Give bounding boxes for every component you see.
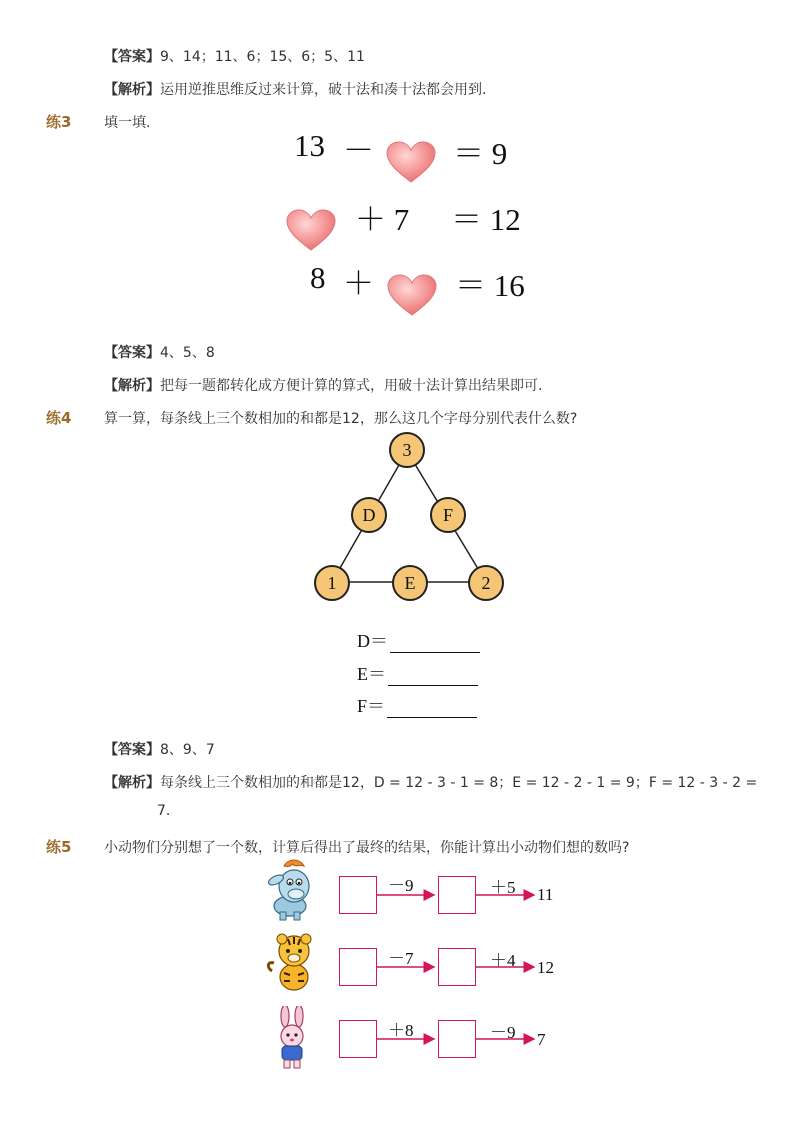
exercise-4-prompt: 算一算，每条线上三个数相加的和都是12，那么这几个字母分别代表什么数? bbox=[104, 411, 578, 427]
answer-tag: 【答案】 bbox=[104, 345, 160, 361]
node-f: F bbox=[430, 497, 466, 533]
answer-box[interactable] bbox=[339, 948, 377, 986]
node-bottom-right: 2 bbox=[468, 565, 504, 601]
row2-result: 12 bbox=[537, 958, 554, 977]
row1-op1: －9 bbox=[388, 876, 414, 895]
heart-icon bbox=[386, 273, 438, 317]
blank-d-field[interactable] bbox=[390, 634, 480, 653]
exercise-4-analysis-cont: 7. bbox=[157, 803, 171, 819]
eq3-right: ＝ 16 bbox=[455, 268, 525, 303]
blank-f-label: F＝ bbox=[357, 696, 386, 716]
answer-line bbox=[104, 46, 365, 66]
answer-box[interactable] bbox=[339, 1020, 377, 1058]
analysis-text: 每条线上三个数相加的和都是12，D = 12 - 3 - 1 = 8；E = 12 - 2 - 1 = 9；F = 12 - 3 - 2 = bbox=[160, 775, 758, 791]
heart-icon bbox=[385, 140, 437, 184]
exercise-5-prompt: 小动物们分别想了一个数，计算后得出了最终的结果，你能计算出小动物们想的数吗? bbox=[104, 840, 630, 856]
blank-d bbox=[357, 627, 480, 653]
node-top: 3 bbox=[389, 432, 425, 468]
analysis-tag: 【解析】 bbox=[104, 775, 160, 791]
row3-op1: ＋8 bbox=[388, 1021, 414, 1040]
row3-op2: －9 bbox=[490, 1023, 516, 1042]
exercise-3-label: 练3 bbox=[46, 113, 72, 131]
answer-box[interactable] bbox=[438, 948, 476, 986]
blank-e-field[interactable] bbox=[388, 667, 478, 686]
eq3-op: ＋ bbox=[343, 266, 374, 301]
analysis-text: 把每一题都转化成方便计算的算式，用破十法计算出结果即可. bbox=[160, 378, 543, 394]
answer-tag: 【答案】 bbox=[104, 742, 160, 758]
blank-f bbox=[357, 692, 477, 718]
exercise-3-prompt: 填一填. bbox=[104, 115, 151, 131]
node-d: D bbox=[351, 497, 387, 533]
exercise-4-label: 练4 bbox=[46, 409, 72, 427]
eq1-left: 13 bbox=[294, 128, 325, 163]
exercise-3-analysis bbox=[104, 375, 542, 395]
eq1-right: ＝ 9 bbox=[453, 136, 508, 171]
eq1-op: － bbox=[343, 133, 374, 168]
row2-op2: ＋4 bbox=[490, 951, 516, 970]
answer-text: 4、5、8 bbox=[160, 345, 215, 361]
node-e: E bbox=[392, 565, 428, 601]
node-bottom-left: 1 bbox=[314, 565, 350, 601]
blank-e-label: E＝ bbox=[357, 664, 386, 684]
analysis-line bbox=[104, 79, 486, 99]
analysis-text: 运用逆推思维反过来计算，破十法和凑十法都会用到. bbox=[160, 82, 487, 98]
answer-box[interactable] bbox=[438, 876, 476, 914]
answer-box[interactable] bbox=[438, 1020, 476, 1058]
blank-d-label: D＝ bbox=[357, 631, 388, 651]
row1-op2: ＋5 bbox=[490, 878, 516, 897]
exercise-4-analysis bbox=[104, 772, 757, 792]
eq2-right: ＝ 12 bbox=[451, 202, 521, 237]
row2-op1: －7 bbox=[388, 949, 414, 968]
eq2-op: ＋ 7 bbox=[355, 202, 410, 237]
exercise-4-answer bbox=[104, 739, 215, 759]
answer-text: 9、14；11、6；15、6；5、11 bbox=[160, 49, 365, 65]
analysis-tag: 【解析】 bbox=[104, 378, 160, 394]
blank-f-field[interactable] bbox=[387, 699, 477, 718]
exercise-3-answer bbox=[104, 342, 215, 362]
exercise-5-label: 练5 bbox=[46, 838, 72, 856]
row1-result: 11 bbox=[537, 885, 554, 904]
analysis-tag: 【解析】 bbox=[104, 82, 160, 98]
row3-result: 7 bbox=[537, 1030, 546, 1049]
answer-box[interactable] bbox=[339, 876, 377, 914]
eq3-left: 8 bbox=[310, 260, 326, 295]
answer-tag: 【答案】 bbox=[104, 49, 160, 65]
heart-icon bbox=[285, 208, 337, 252]
answer-text: 8、9、7 bbox=[160, 742, 215, 758]
blank-e bbox=[357, 660, 478, 686]
